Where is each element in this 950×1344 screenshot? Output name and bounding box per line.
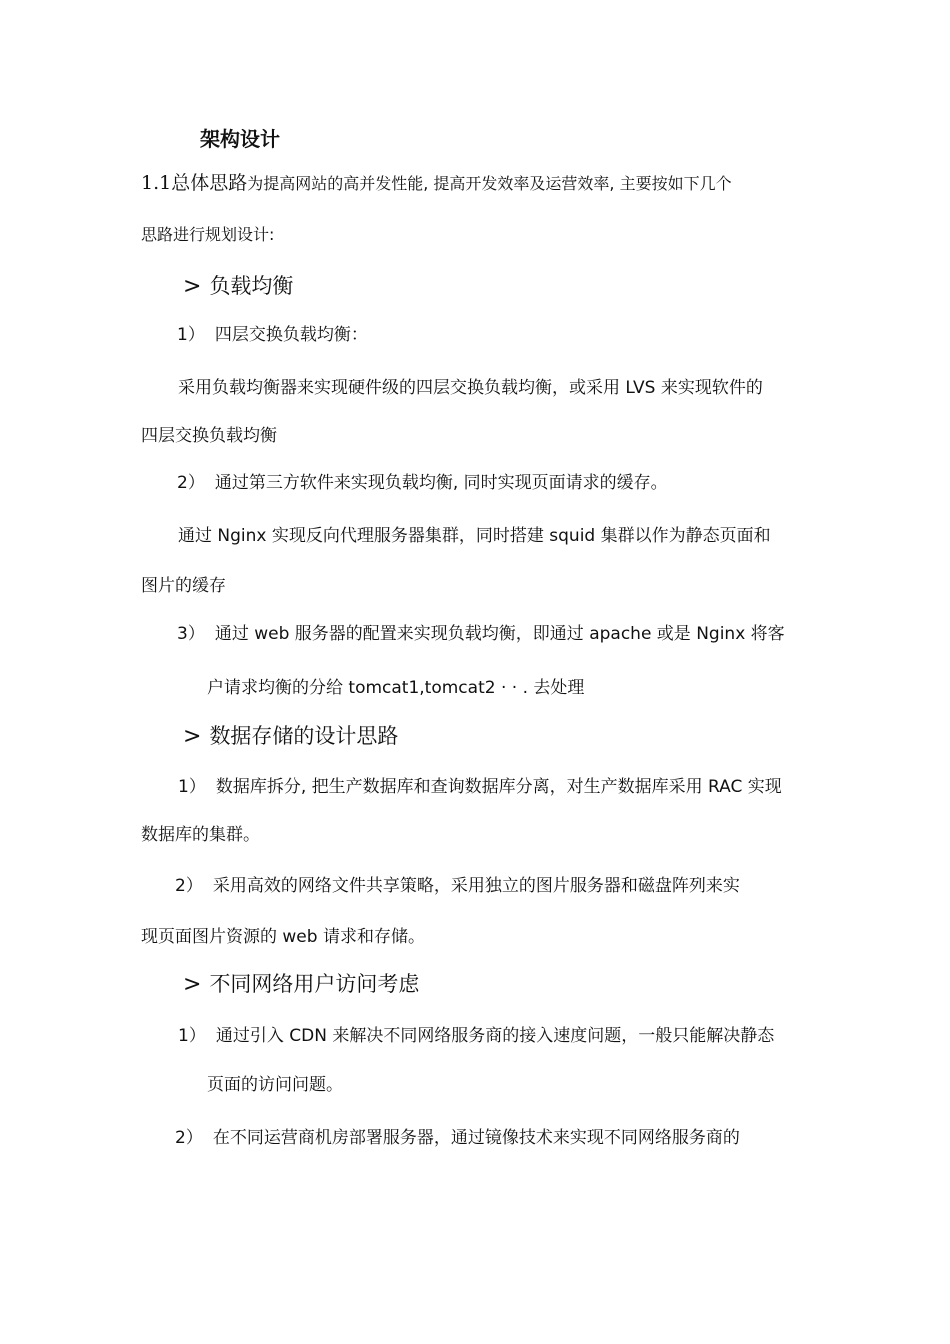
storage-heading <box>183 724 398 749</box>
list-item-text: 数据库拆分, 把生产数据库和查询数据库分离，对生产数据库采用 RAC 实现 <box>215 777 782 797</box>
list-item-number: 2） <box>175 876 203 896</box>
list-item-number: 2） <box>177 473 205 493</box>
list-item-text: 通过 web 服务器的配置来实现负载均衡，即通过 apache 或是 Nginx 将客 <box>214 624 785 644</box>
list-item-continuation: 户请求均衡的分给 tomcat1,tomcat2 · · . 去处理 <box>207 678 585 698</box>
list-item-continuation: 现页面图片资源的 web 请求和存储。 <box>141 927 425 947</box>
section-name: 总体思路 <box>171 172 248 194</box>
list-item-text: 四层交换负载均衡： <box>214 325 368 345</box>
arrow-right-icon: > <box>183 972 202 997</box>
list-item <box>177 622 785 646</box>
list-item <box>177 471 668 495</box>
list-item <box>178 1024 774 1048</box>
list-item <box>178 775 782 799</box>
list-item-text: 采用高效的网络文件共享策略，采用独立的图片服务器和磁盘阵列来实 <box>212 876 740 896</box>
list-item-number: 1） <box>178 1026 206 1046</box>
list-item-text: 在不同运营商机房部署服务器，通过镜像技术来实现不同网络服务商的 <box>212 1128 740 1148</box>
load-balance-heading-text: 负载均衡 <box>209 274 294 298</box>
storage-heading-text: 数据存储的设计思路 <box>209 724 399 748</box>
network-heading <box>183 972 419 997</box>
arrow-right-icon: > <box>183 724 202 749</box>
list-item-number: 3） <box>177 624 205 644</box>
page-title: 架构设计 <box>200 127 280 151</box>
network-heading-text: 不同网络用户访问考虑 <box>209 972 420 996</box>
list-item-text: 通过引入 CDN 来解决不同网络服务商的接入速度问题，一般只能解决静态 <box>215 1026 775 1046</box>
paragraph-line: 图片的缓存 <box>141 576 226 596</box>
arrow-right-icon: > <box>183 274 202 299</box>
list-item <box>177 323 368 347</box>
list-item <box>175 1126 740 1150</box>
list-item-text: 通过第三方软件来实现负载均衡, 同时实现页面请求的缓存。 <box>214 473 668 493</box>
paragraph-line: 四层交换负载均衡 <box>141 426 277 446</box>
section-intro-continuation: 思路进行规划设计: <box>141 225 275 244</box>
list-item-continuation: 数据库的集群。 <box>141 825 260 845</box>
list-item-number: 2） <box>175 1128 203 1148</box>
section-heading-line <box>141 171 732 196</box>
paragraph-line: 采用负载均衡器来实现硬件级的四层交换负载均衡，或采用 LVS 来实现软件的 <box>178 378 763 398</box>
list-item-number: 1） <box>177 325 205 345</box>
paragraph-line: 通过 Nginx 实现反向代理服务器集群，同时搭建 squid 集群以作为静态页面和 <box>178 526 771 546</box>
list-item-number: 1） <box>178 777 206 797</box>
section-number: 1.1 <box>141 172 172 194</box>
list-item-continuation: 页面的访问问题。 <box>207 1075 343 1095</box>
load-balance-heading <box>183 274 293 299</box>
section-intro-text: 为提高网站的高并发性能, 提高开发效率及运营效率, 主要按如下几个 <box>247 174 732 193</box>
list-item <box>175 874 740 898</box>
